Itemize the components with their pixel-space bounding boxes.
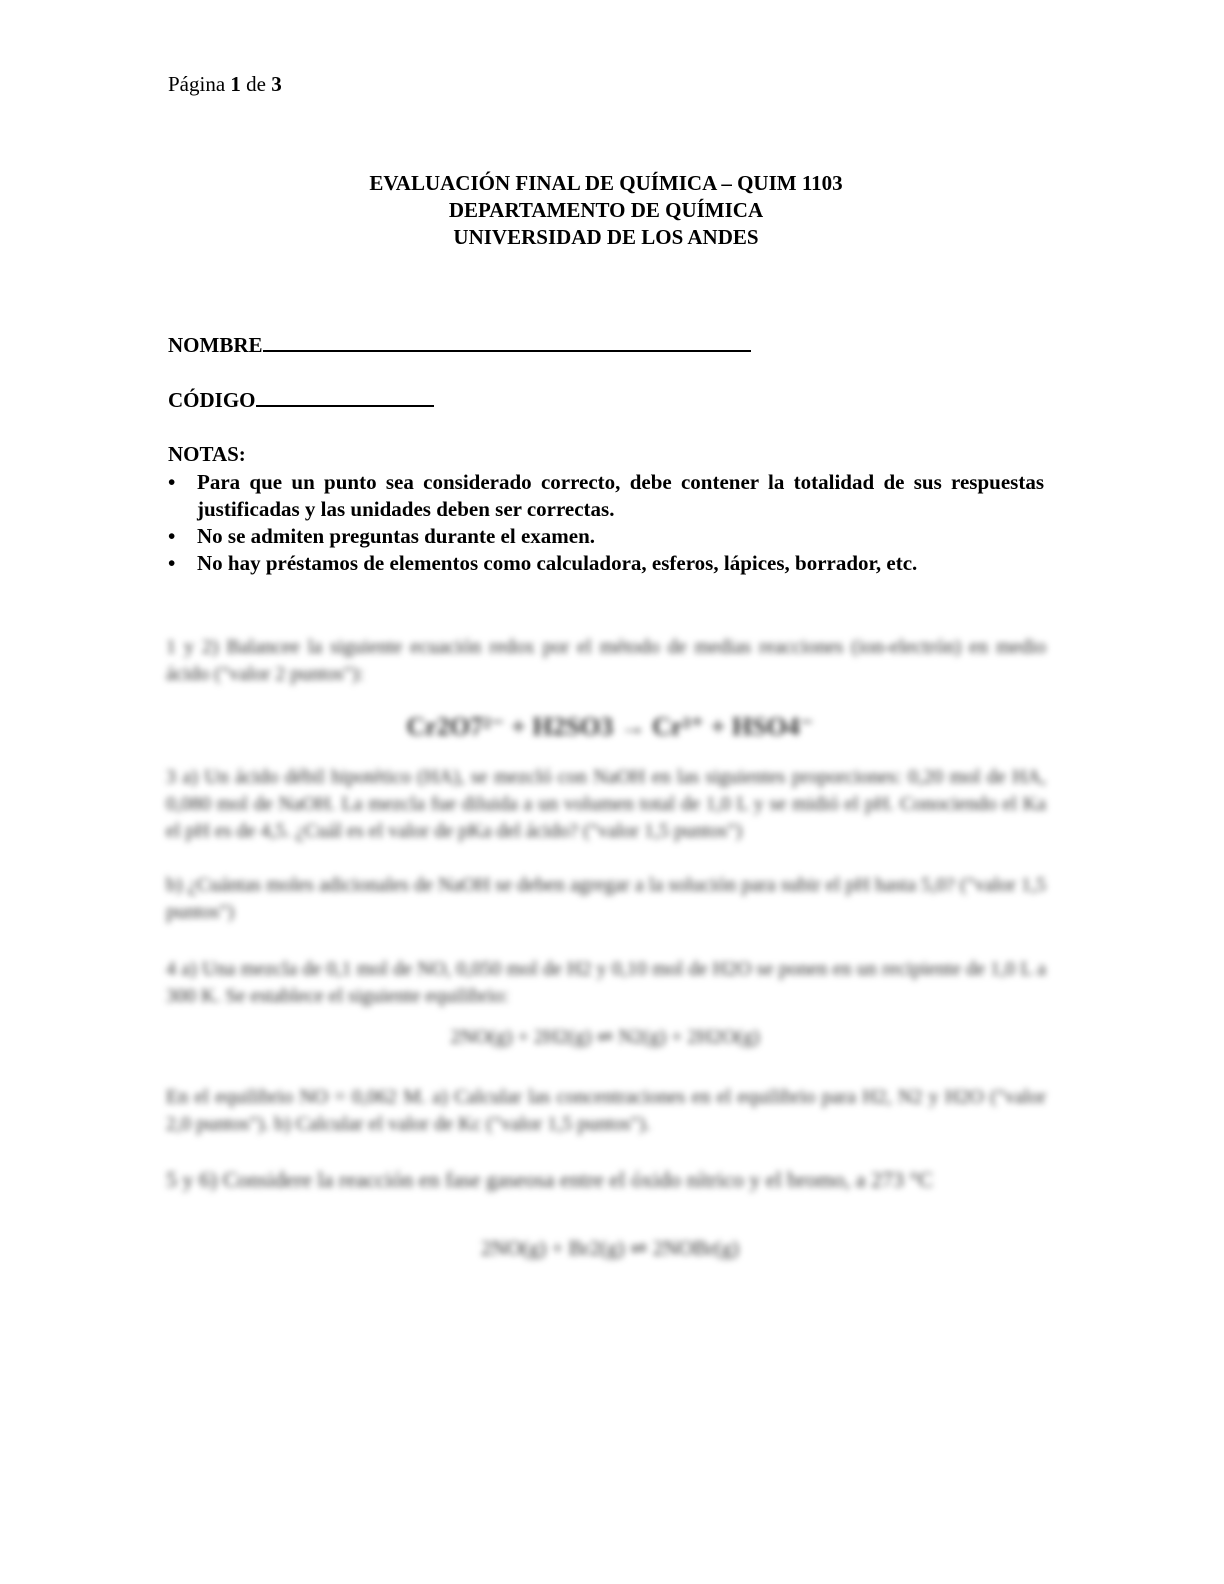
page-prefix: Página [168, 72, 226, 96]
question-5: 5 y 6) Considere la reacción en fase gaseosa entre el óxido nítrico y el bromo, a 273 °C [166, 1167, 933, 1192]
code-label: CÓDIGO [168, 388, 256, 412]
notes-title: NOTAS: [168, 442, 246, 466]
question-4: 4 a) Una mezcla de 0,1 mol de NO, 0,050 mol de H2 y 0,10 mol de H2O se ponen en un recipiente de 1,0 L a 300 K. Se establece el siguiente equilibrio: [166, 958, 1046, 1007]
equation-3: 2NO(g) + Br2(g) ⇌ 2NOBr(g) [480, 1236, 740, 1260]
question-1: 1 y 2) Balancee la siguiente ecuación redox por el método de medias reacciones (ion-electrón) en medio ácido ("valor 2 puntos"): [166, 636, 1046, 685]
question-4b: En el equilibrio NO = 0,062 M. a) Calcular las concentraciones en el equilibrio para H2, N2 y H2O ("valor 2,0 puntos"). b) Calcular el valor de Kc ("valor 1,5 puntos"). [166, 1086, 1046, 1135]
page-number [168, 72, 282, 97]
equation-2: 2NO(g) + 2H2(g) ⇌ N2(g) + 2H2O(g) [450, 1026, 760, 1048]
question-3a: 3 a) Un ácido débil hipotético (HA), se mezcló con NaOH en las siguientes proporciones: 0,20 mol de HA, 0,080 mol de NaOH. La mezcla fue diluida a un volumen total de 1,0 L y se midió el pH. Conociendo el Ka el pH es de 4,5. ¿Cuál es el valor de pKa del ácido? ("valor 1,5 puntos") [166, 766, 1046, 842]
title-line-1: EVALUACIÓN FINAL DE QUÍMICA – QUIM 1103 [369, 171, 843, 195]
document-header [168, 170, 1044, 251]
note-item: • No hay préstamos de elementos como calculadora, esferos, lápices, borrador, etc. [168, 551, 918, 575]
bullet-icon: • [168, 470, 176, 494]
name-field [168, 332, 751, 358]
page-total: 3 [271, 72, 282, 96]
page-current: 1 [230, 72, 241, 96]
page-middle: de [246, 72, 266, 96]
bullet-icon: • [168, 524, 176, 548]
name-blank-line [263, 332, 751, 352]
note-item: • Para que un punto sea considerado correcto, debe contener la totalidad de sus respuestas justificadas y las unidades deben ser correctas. [168, 470, 1044, 521]
code-blank-line [256, 387, 434, 407]
code-field [168, 387, 434, 413]
notes-list [168, 469, 1044, 577]
equation-1: Cr2O7²⁻ + H2SO3 → Cr³⁺ + HSO4⁻ [406, 712, 814, 741]
title-line-3: UNIVERSIDAD DE LOS ANDES [453, 225, 759, 249]
name-label: NOMBRE [168, 333, 263, 357]
note-item: • No se admiten preguntas durante el examen. [168, 524, 596, 548]
question-3b: b) ¿Cuántas moles adicionales de NaOH se deben agregar a la solución para subir el pH hasta 5,0? ("valor 1,5 puntos") [166, 874, 1046, 923]
bullet-icon: • [168, 551, 176, 575]
title-line-2: DEPARTAMENTO DE QUÍMICA [448, 198, 764, 222]
